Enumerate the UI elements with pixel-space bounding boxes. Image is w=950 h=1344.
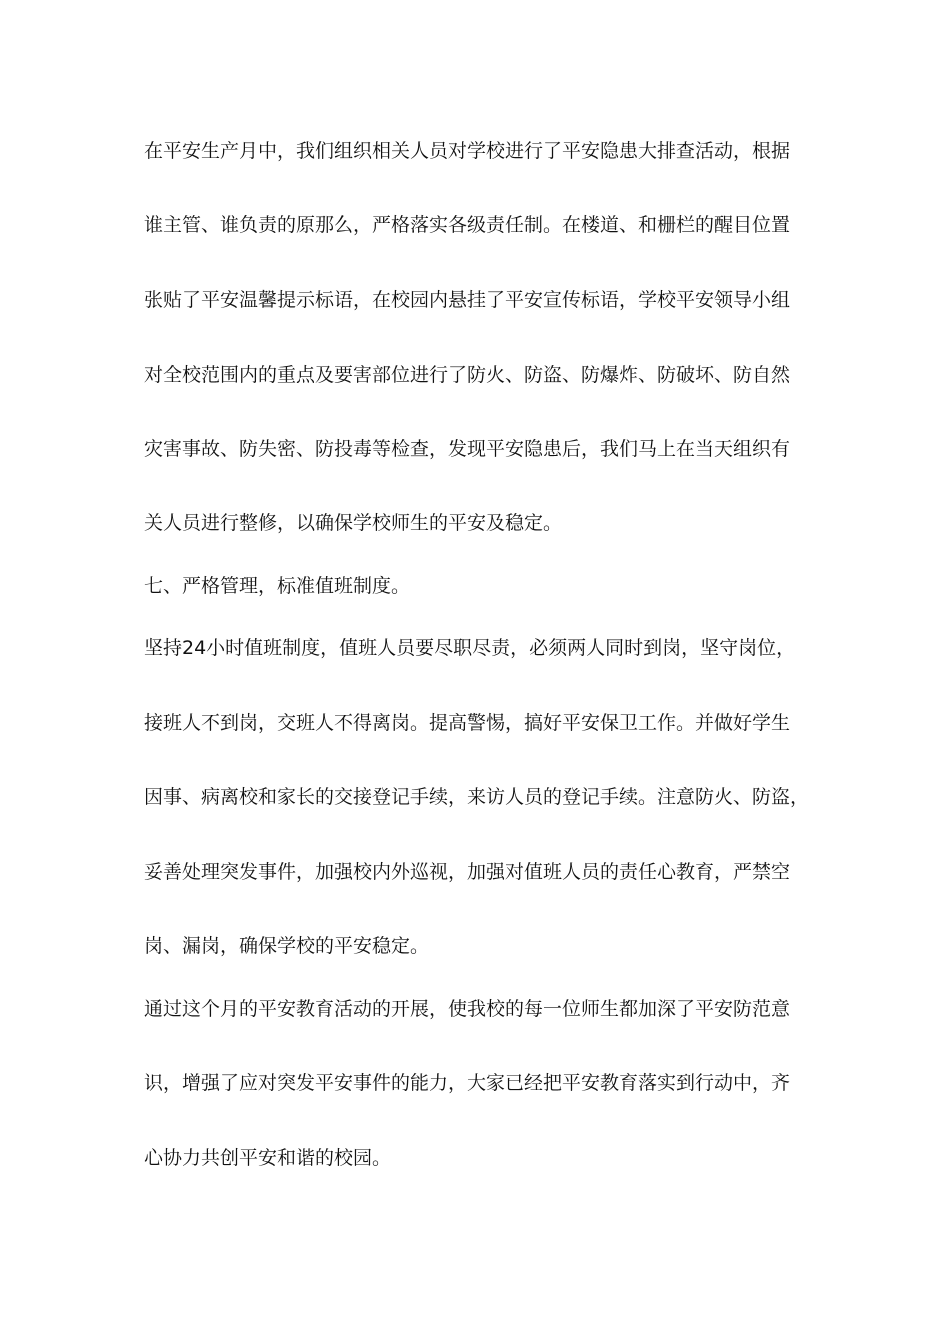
paragraph-3-line-2: 识，增强了应对突发平安事件的能力，大家已经把平安教育落实到行动中，齐 [144, 1072, 791, 1094]
paragraph-1-line-1: 在平安生产月中，我们组织相关人员对学校进行了平安隐患大排查活动，根据 [144, 140, 791, 162]
paragraph-2-line-5: 岗、漏岗，确保学校的平安稳定。 [144, 935, 430, 957]
paragraph-2-line-1: 坚持24小时值班制度，值班人员要尽职尽责，必须两人同时到岗，坚守岗位， [144, 637, 796, 659]
paragraph-2-line-4: 妥善处理突发事件，加强校内外巡视，加强对值班人员的责任心教育，严禁空 [144, 861, 791, 883]
paragraph-3-line-3: 心协力共创平安和谐的校园。 [144, 1147, 392, 1169]
paragraph-1-line-6: 关人员进行整修，以确保学校师生的平安及稳定。 [144, 512, 563, 534]
section-heading-7: 七、严格管理，标准值班制度。 [144, 575, 411, 597]
paragraph-1-line-2: 谁主管、谁负责的原那么，严格落实各级责任制。在楼道、和栅栏的醒目位置 [144, 214, 791, 236]
paragraph-3-line-1: 通过这个月的平安教育活动的开展，使我校的每一位师生都加深了平安防范意 [144, 998, 791, 1020]
paragraph-1-line-4: 对全校范围内的重点及要害部位进行了防火、防盗、防爆炸、防破坏、防自然 [144, 364, 791, 386]
paragraph-1-line-5: 灾害事故、防失密、防投毒等检查，发现平安隐患后，我们马上在当天组织有 [144, 438, 791, 460]
paragraph-2-line-3: 因事、病离校和家长的交接登记手续，来访人员的登记手续。注意防火、防盗， [144, 786, 810, 808]
paragraph-1-line-3: 张贴了平安温馨提示标语，在校园内悬挂了平安宣传标语，学校平安领导小组 [144, 289, 791, 311]
paragraph-2-line-2: 接班人不到岗，交班人不得离岗。提高警惕，搞好平安保卫工作。并做好学生 [144, 712, 791, 734]
